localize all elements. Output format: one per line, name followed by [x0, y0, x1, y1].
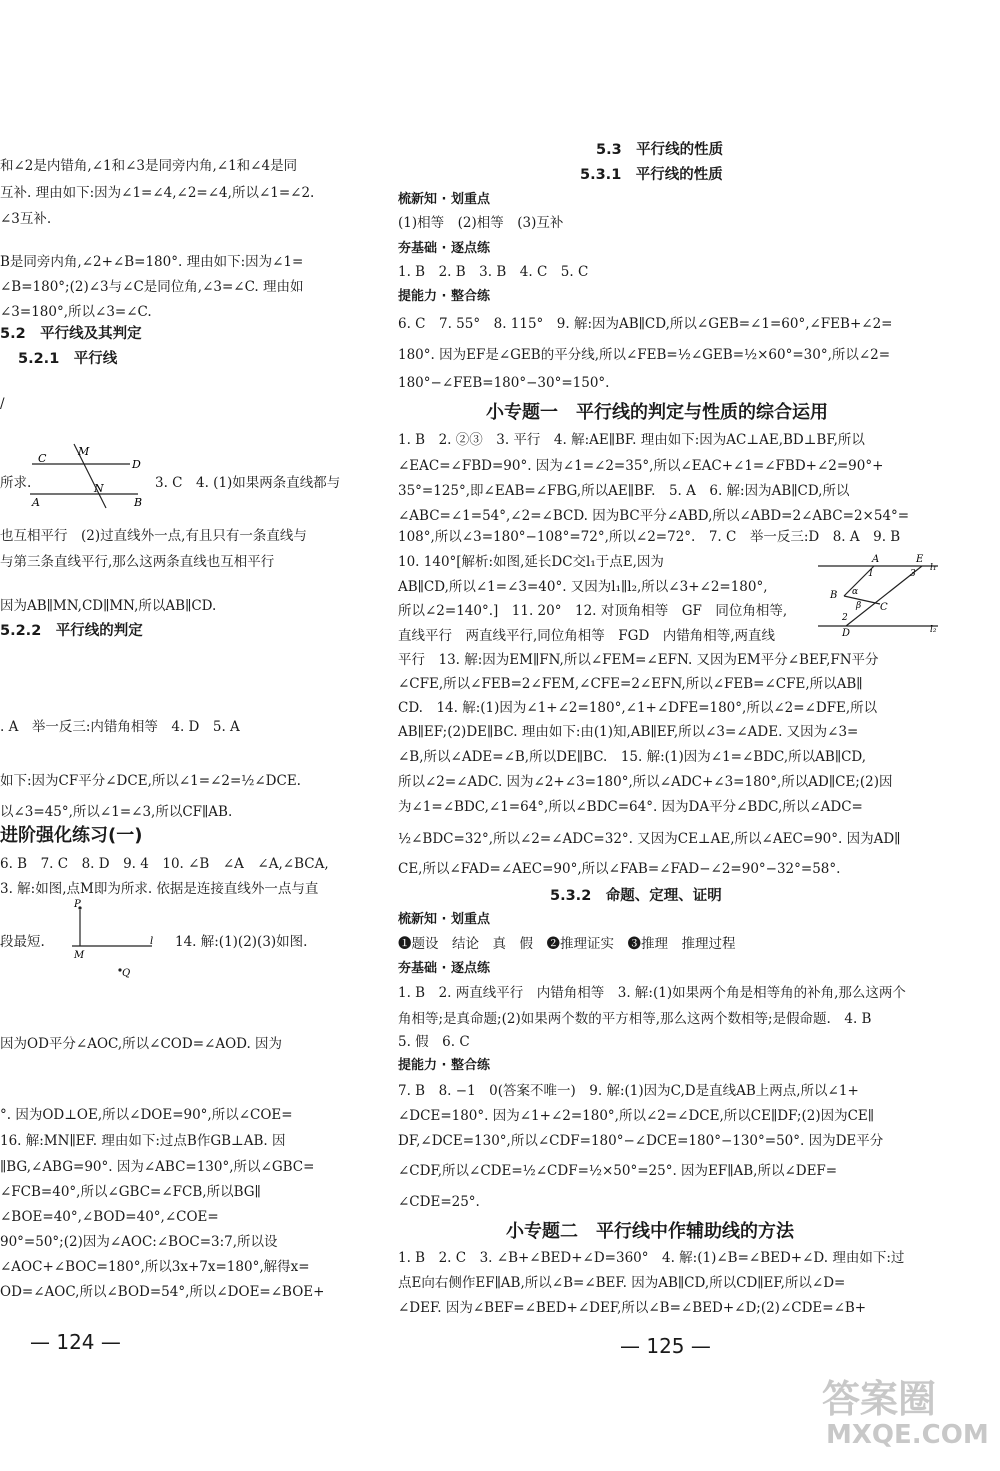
text-line: DF,∠DCE=130°,所以∠CDF=180°−∠DCE=180°−130°=50°. 因为DE平分 — [398, 1133, 884, 1149]
topic-heading: 小专题一 平行线的判定与性质的综合运用 — [486, 402, 828, 423]
watermark-url: MXQE.COM — [826, 1420, 989, 1450]
text-line: 平行 13. 解:因为EM∥FN,所以∠FEM=∠EFN. 又因为EM平分∠BEF,FN平分 — [398, 652, 879, 668]
text-line: 1. B 2. C 3. ∠B+∠BED+∠D=360° 4. 解:(1)∠B=∠BED+∠D. 理由如下:过 — [398, 1250, 905, 1266]
text-line: 3. C 4. (1)如果两条直线都与 — [155, 475, 341, 491]
page-number: — 125 — — [620, 1334, 711, 1358]
text-line: 35°=125°,即∠EAB=∠FBG,所以AE∥BF. 5. A 6. 解:因为AB∥CD,所以 — [398, 483, 850, 499]
fig-label: D — [842, 628, 851, 639]
fig-label: P — [74, 899, 81, 910]
left-column — [0, 0, 370, 1471]
perpendicular-figure — [70, 898, 160, 980]
text-line: ∠3互补. — [0, 211, 52, 227]
text-line: 与第三条直线平行,那么这两条直线也互相平行 — [0, 554, 275, 570]
fig-label: l — [150, 936, 154, 947]
subsection-label: 夯基础 · 逐点练 — [398, 241, 490, 256]
text-line: 以∠3=45°,所以∠1=∠3,所以CF∥AB. — [0, 804, 233, 820]
fig-label: A — [32, 496, 40, 509]
section-heading: 5.3.2 命题、定理、证明 — [550, 888, 722, 904]
fig-label: α — [852, 587, 859, 597]
right-column — [398, 0, 978, 1471]
section-heading: 进阶强化练习(一) — [0, 825, 143, 846]
text-line: ∠B=180°;(2)∠3与∠C是同位角,∠3=∠C. 理由如 — [0, 279, 304, 295]
section-heading: 5.2.2 平行线的判定 — [0, 623, 143, 639]
text-line: 180°. 因为EF是∠GEB的平分线,所以∠FEB=½∠GEB=½×60°=30°,所以∠2= — [398, 347, 891, 363]
text-line: 和∠2是内错角,∠1和∠3是同旁内角,∠1和∠4是同 — [0, 158, 298, 174]
text-line: 为∠1=∠BDC,∠1=64°,所以∠BDC=64°. 因为DA平分∠BDC,所以∠ADC= — [398, 799, 863, 815]
section-heading: 5.3.1 平行线的性质 — [580, 167, 723, 183]
fig-label: l₁ — [930, 563, 937, 573]
text-line: 所以∠2=140°.] 11. 20° 12. 对顶角相等 GF 同位角相等, — [398, 603, 788, 619]
text-line: ∠CDE=25°. — [398, 1194, 480, 1210]
text-line: CD. 14. 解:(1)因为∠1+∠2=180°,∠1+∠DFE=180°,所以∠2=∠DFE,所以 — [398, 700, 878, 716]
fig-label: C — [880, 602, 888, 613]
text-line: ∠CFE,所以∠FEB=2∠FEM,∠CFE=2∠EFN,所以∠FEB=∠CFE,所以AB∥ — [398, 676, 863, 692]
text-line: 也互相平行 (2)过直线外一点,有且只有一条直线与 — [0, 528, 307, 544]
text-line: 点E向右侧作EF∥AB,所以∠B=∠BEF. 因为AB∥CD,所以CD∥EF,所以∠D= — [398, 1275, 846, 1291]
text-line: 1. B 2. 两直线平行 内错角相等 3. 解:(1)如果两个角是相等角的补角,那么这两个 — [398, 985, 906, 1001]
text-line: ∠CDF,所以∠CDE=½∠CDF=½×50°=25°. 因为EF∥AB,所以∠DEF= — [398, 1163, 838, 1179]
text-line: 角相等;是真命题;(2)如果两个数的平方相等,那么这两个数相等;是假命题. 4. B — [398, 1011, 872, 1027]
parallel-lines-figure — [816, 552, 946, 640]
subsection-label: 夯基础 · 逐点练 — [398, 961, 490, 976]
text-line: ∠3=180°,所以∠3=∠C. — [0, 304, 152, 320]
text-line: 10. 140°[解析:如图,延长DC交l₁于点E,因为 — [398, 554, 664, 570]
fig-label: C — [38, 452, 47, 465]
text-line: ∠FCB=40°,所以∠GBC=∠FCB,所以BG∥ — [0, 1184, 261, 1200]
fig-label: 3 — [910, 569, 916, 579]
watermark-logo: 答案圈 — [822, 1377, 937, 1421]
text-line: 6. C 7. 55° 8. 115° 9. 解:因为AB∥CD,所以∠GEB=∠1=60°,∠FEB+∠2= — [398, 316, 893, 332]
fig-label: A — [872, 554, 880, 565]
text-line: 180°−∠FEB=180°−30°=150°. — [398, 375, 610, 391]
fig-label: B — [134, 496, 143, 509]
text-line: CE,所以∠FAD=∠AEC=90°,所以∠FAB=∠FAD−∠2=90°−32°=58°. — [398, 861, 841, 877]
text-line: 7. B 8. −1 0(答案不唯一) 9. 解:(1)因为C,D是直线AB上两点,所以∠1+ — [398, 1083, 859, 1099]
page-number: — 124 — — [30, 1330, 121, 1354]
text-line: 6. B 7. C 8. D 9. 4 10. ∠B ∠A ∠A,∠BCA, — [0, 856, 329, 872]
text-line: 所求. — [0, 475, 32, 491]
text-line: . A 举一反三:内错角相等 4. D 5. A — [0, 719, 240, 735]
text-line: ❶题设 结论 真 假 ❷推理证实 ❸推理 推理过程 — [398, 936, 736, 952]
text-line: 16. 解:MN∥EF. 理由如下:过点B作GB⊥AB. 因 — [0, 1133, 286, 1149]
text-line: 直线平行 两直线平行,同位角相等 FGD 内错角相等,两直线 — [398, 628, 776, 644]
text-line: 1. B 2. B 3. B 4. C 5. C — [398, 264, 589, 280]
text-line: / — [0, 396, 5, 412]
fig-label: β — [856, 601, 862, 611]
text-line: 90°=50°;(2)因为∠AOC:∠BOC=3:7,所以设 — [0, 1234, 278, 1250]
text-line: ∠DEF. 因为∠BEF=∠BED+∠DEF,所以∠B=∠BED+∠D;(2)∠CDE=∠B+ — [398, 1300, 867, 1316]
fig-label: M — [74, 950, 85, 961]
text-line: 5. 假 6. C — [398, 1034, 470, 1050]
text-line: 段最短. — [0, 934, 45, 950]
fig-label: E — [916, 554, 924, 565]
text-line: °. 因为OD⊥OE,所以∠DOE=90°,所以∠COE= — [0, 1107, 293, 1123]
section-heading: 5.2.1 平行线 — [18, 351, 118, 367]
fig-label: 2 — [842, 613, 848, 623]
subsection-label: 梳新知 · 划重点 — [398, 192, 490, 207]
subsection-label: 提能力 · 整合练 — [398, 289, 490, 304]
text-line: ∠AOC+∠BOC=180°,所以3x+7x=180°,解得x= — [0, 1259, 310, 1275]
text-line: 108°,所以∠3=180°−108°=72°,所以∠2=72°. 7. C 举一反三:D 8. A 9. B — [398, 529, 901, 545]
topic-heading: 小专题二 平行线中作辅助线的方法 — [506, 1221, 794, 1242]
fig-label: B — [830, 590, 838, 601]
text-line: 3. 解:如图,点M即为所求. 依据是连接直线外一点与直 — [0, 881, 319, 897]
text-line: ∠BOE=40°,∠BOD=40°,∠COE= — [0, 1209, 219, 1225]
text-line: ∠EAC=∠FBD=90°. 因为∠1=∠2=35°,所以∠EAC+∠1=∠FBD+∠2=90°+ — [398, 458, 884, 474]
text-line: 因为AB∥MN,CD∥MN,所以AB∥CD. — [0, 598, 217, 614]
section-heading: 5.3 平行线的性质 — [596, 142, 724, 158]
text-line: (1)相等 (2)相等 (3)互补 — [398, 215, 564, 231]
text-line: ∠DCE=180°. 因为∠1+∠2=180°,所以∠2=∠DCE,所以CE∥DF;(2)因为CE∥ — [398, 1108, 875, 1124]
text-line: 因为OD平分∠AOC,所以∠COD=∠AOD. 因为 — [0, 1036, 283, 1052]
fig-label: l₂ — [930, 625, 937, 635]
subsection-label: 提能力 · 整合练 — [398, 1058, 490, 1073]
text-line: ∠ABC=∠1=54°,∠2=∠BCD. 因为BC平分∠ABD,所以∠ABD=2∠ABC=2×54°= — [398, 508, 910, 524]
fig-label: M — [78, 445, 90, 458]
text-line: ∠B,所以∠ADE=∠B,所以DE∥BC. 15. 解:(1)因为∠1=∠BDC,所以AB∥CD, — [398, 749, 867, 765]
text-line: AB∥CD,所以∠1=∠3=40°. 又因为l₁∥l₂,所以∠3+∠2=180°, — [398, 579, 768, 595]
text-line: ∥BG,∠ABG=90°. 因为∠ABC=130°,所以∠GBC= — [0, 1159, 315, 1175]
text-line: B是同旁内角,∠2+∠B=180°. 理由如下:因为∠1= — [0, 254, 304, 270]
text-line: 1. B 2. ②③ 3. 平行 4. 解:AE∥BF. 理由如下:因为AC⊥AE,BD⊥BF,所以 — [398, 432, 865, 448]
text-line: OD=∠AOC,所以∠BOD=54°,所以∠DOE=∠BOE+ — [0, 1284, 325, 1300]
text-line: 互补. 理由如下:因为∠1=∠4,∠2=∠4,所以∠1=∠2. — [0, 185, 315, 201]
fig-label: D — [132, 458, 141, 471]
transversal-figure — [30, 442, 150, 510]
text-line: AB∥EF;(2)DE∥BC. 理由如下:由(1)知,AB∥EF,所以∠3=∠ADE. 又因为∠3= — [398, 724, 859, 740]
fig-label: N — [94, 482, 104, 495]
subsection-label: 梳新知 · 划重点 — [398, 912, 490, 927]
text-line: 14. 解:(1)(2)(3)如图. — [175, 934, 308, 950]
text-line: 所以∠2=∠ADC. 因为∠2+∠3=180°,所以∠ADC+∠3=180°,所以AD∥CE;(2)因 — [398, 774, 893, 790]
fig-label: Q — [122, 968, 131, 979]
text-line: ½∠BDC=32°,所以∠2=∠ADC=32°. 又因为CE⊥AE,所以∠AEC=90°. 因为AD∥ — [398, 831, 901, 847]
fig-label: 1 — [868, 569, 874, 579]
text-line: 如下:因为CF平分∠DCE,所以∠1=∠2=½∠DCE. — [0, 773, 301, 789]
section-heading: 5.2 平行线及其判定 — [0, 326, 142, 342]
